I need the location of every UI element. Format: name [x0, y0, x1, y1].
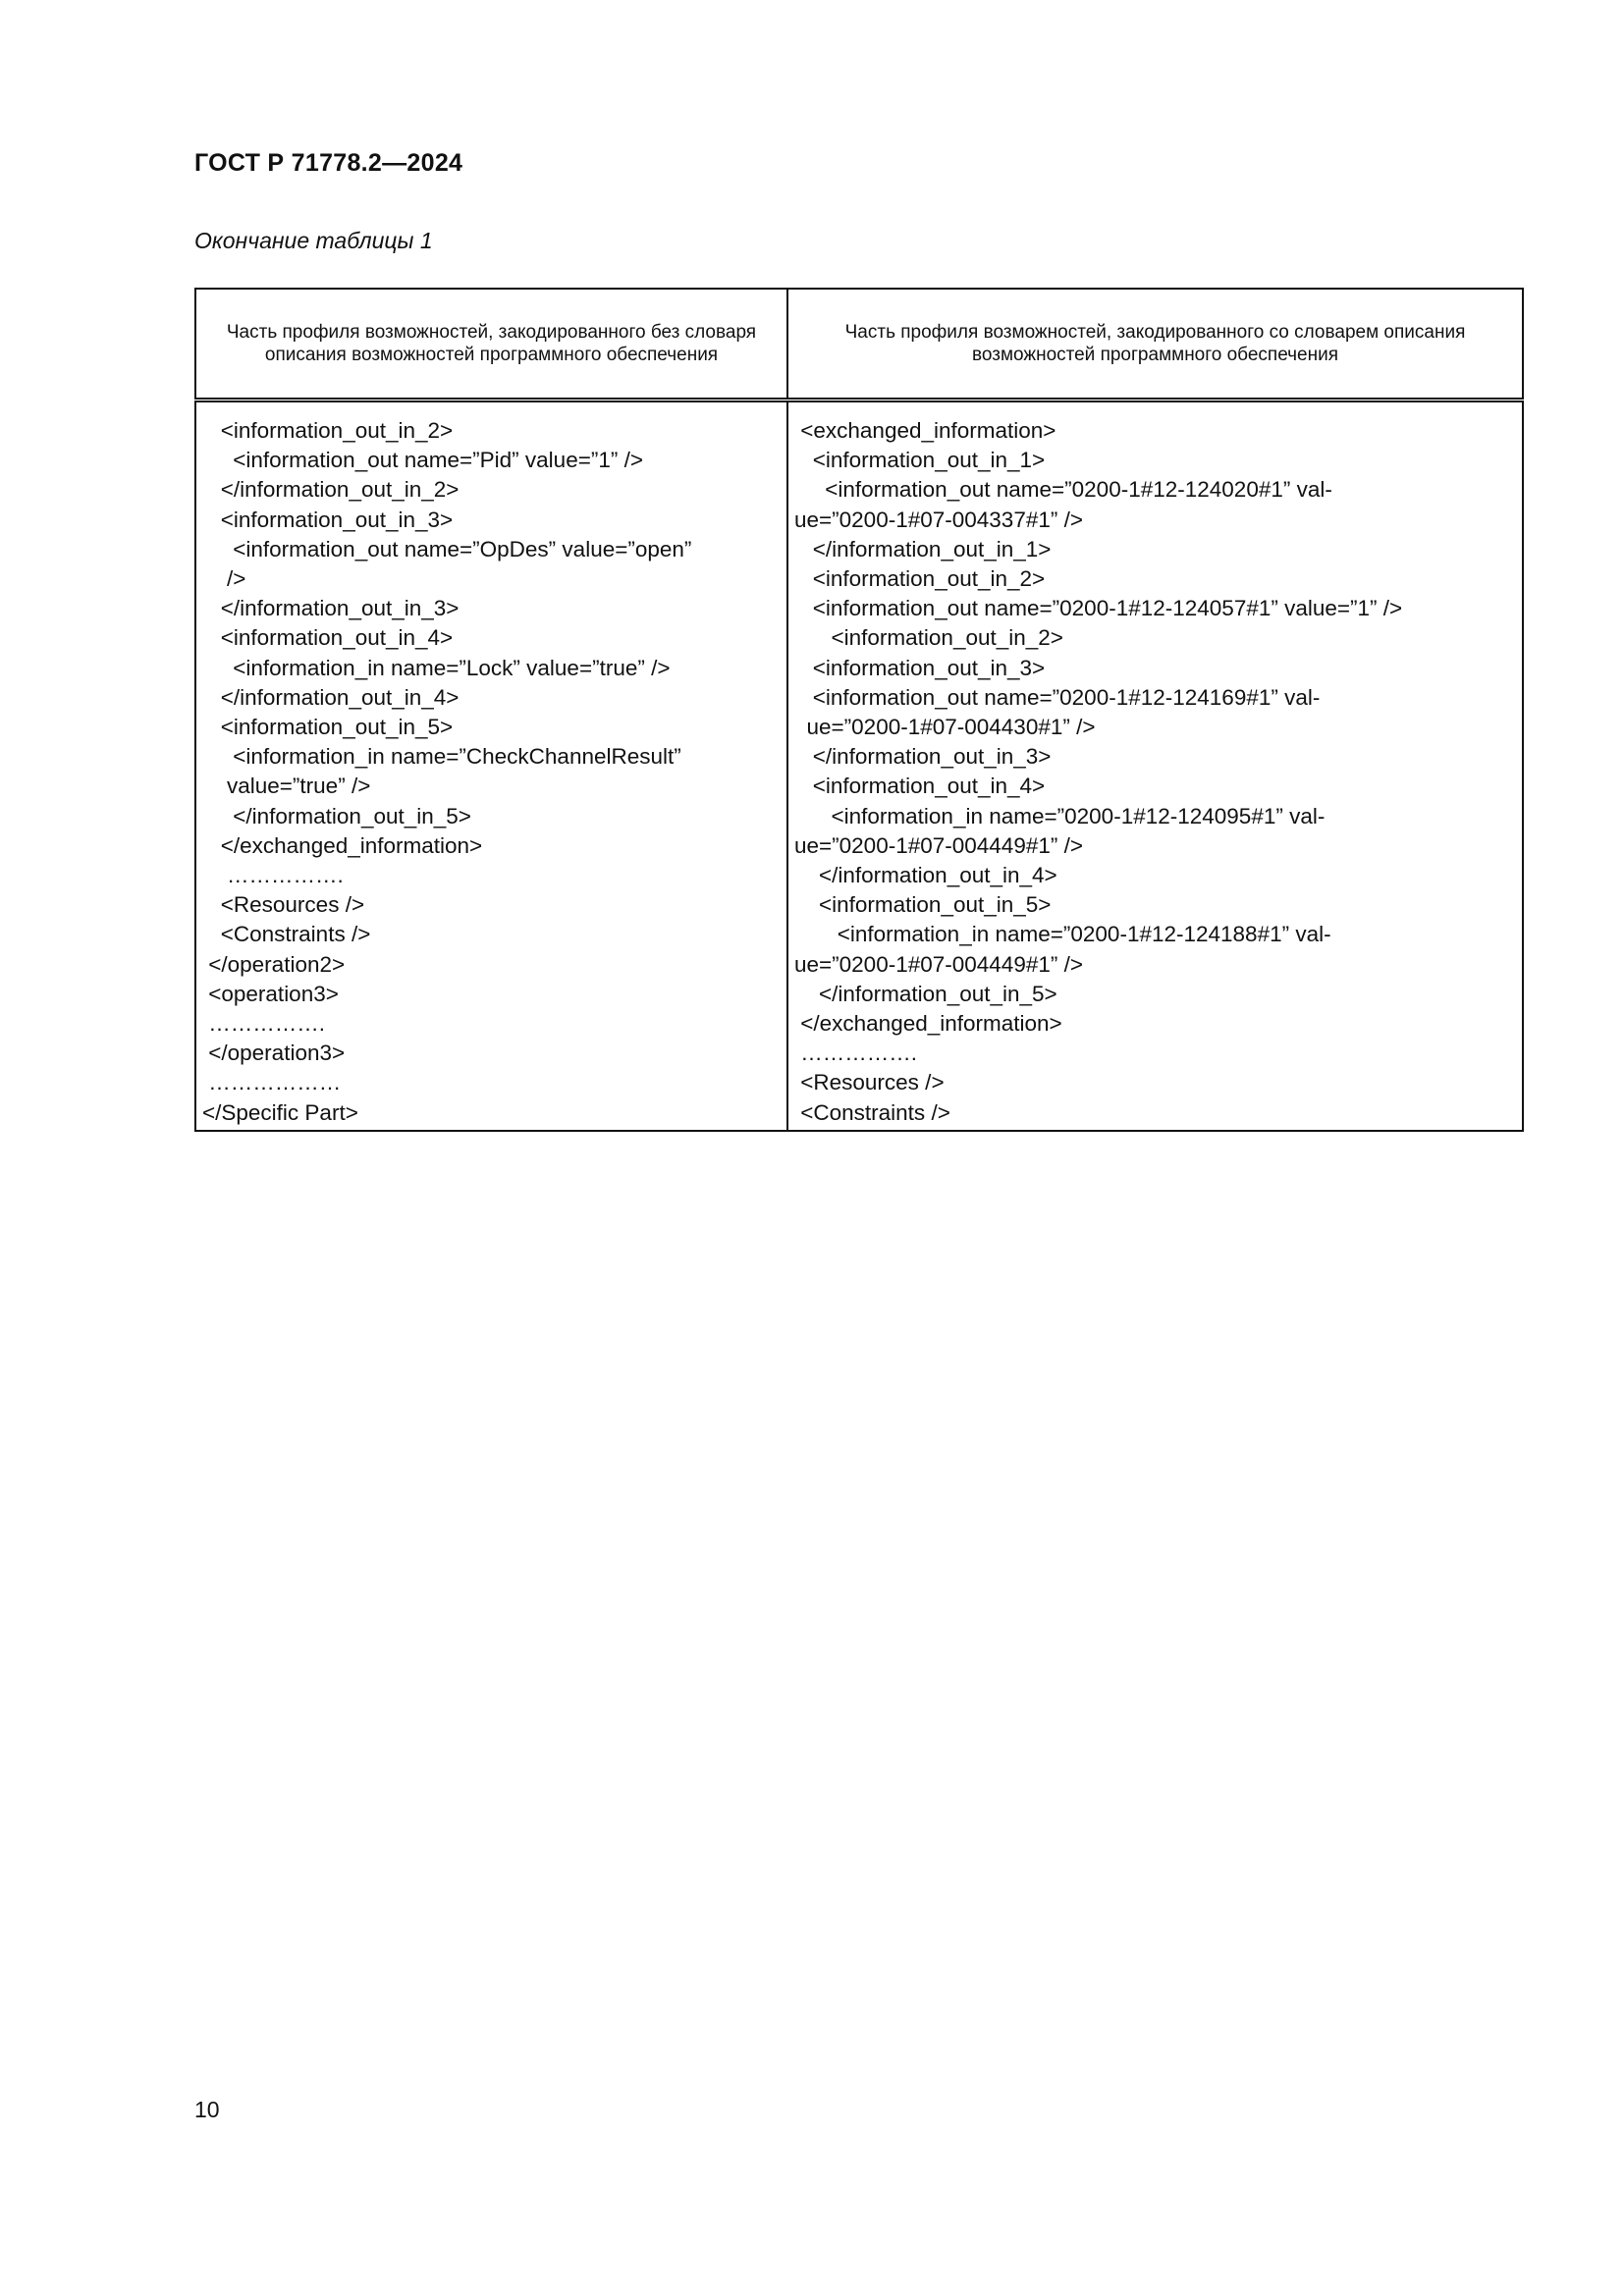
code-line: </operation3>	[202, 1041, 346, 1066]
code-line: …………….	[202, 863, 344, 888]
code-line: <information_out_in_2>	[794, 625, 1063, 651]
code-line: </information_out_in_5>	[202, 803, 471, 828]
code-line: <information_out_in_2>	[794, 566, 1046, 592]
code-line: <information_in name=”0200-1#12-124188#1” val-	[794, 922, 1331, 947]
code-line: …………….	[794, 1041, 918, 1066]
table-body-row	[195, 400, 1523, 1131]
code-line: ue=”0200-1#07-004449#1” />	[794, 951, 1083, 977]
code-line: </operation2>	[202, 951, 346, 977]
code-line: <Resources />	[202, 892, 365, 918]
code-line: ue=”0200-1#07-004430#1” />	[794, 715, 1096, 740]
left-code-cell	[195, 400, 787, 1131]
code-line: <information_in name=”CheckChannelResult”	[202, 744, 681, 770]
code-line: ue=”0200-1#07-004337#1” />	[794, 507, 1083, 532]
code-line: <Constraints />	[794, 1099, 950, 1125]
code-line: <information_out name=”OpDes” value=”open”	[202, 536, 692, 561]
code-line: <operation3>	[202, 981, 339, 1006]
header-with-dictionary: Часть профиля возможностей, закодированного со словарем описания возможностей программного обеспечения	[787, 289, 1523, 400]
code-line: <information_out_in_2>	[202, 418, 454, 443]
code-line: …………….	[202, 1011, 326, 1037]
document-code: ГОСТ Р 71778.2—2024	[194, 149, 463, 177]
code-line: <information_in name=”Lock” value=”true” />	[202, 655, 671, 680]
code-line: <information_out_in_5>	[794, 892, 1052, 918]
code-line: value=”true” />	[202, 774, 371, 799]
code-line: </information_out_in_2>	[202, 477, 460, 503]
code-line: <information_out name=”0200-1#12-124169#1” val-	[794, 684, 1321, 710]
code-line: <information_out_in_3>	[202, 507, 454, 532]
code-line: </Specific Part>	[202, 1099, 358, 1125]
code-line: </information_out_in_3>	[202, 596, 460, 621]
code-line: <Resources />	[794, 1070, 945, 1095]
comparison-table	[194, 288, 1524, 1132]
code-line: ue=”0200-1#07-004449#1” />	[794, 832, 1083, 858]
header-without-dictionary: Часть профиля возможностей, закодированного без словаря описания возможностей программного обеспечения	[195, 289, 787, 400]
table-caption: Окончание таблицы 1	[194, 228, 433, 253]
code-line: <information_in name=”0200-1#12-124095#1” val-	[794, 803, 1326, 828]
code-line: <information_out_in_4>	[794, 774, 1046, 799]
code-line: </exchanged_information>	[202, 832, 483, 858]
code-line: <information_out_in_1>	[794, 448, 1046, 473]
code-line: <Constraints />	[202, 922, 371, 947]
code-line: ………………	[202, 1070, 342, 1095]
code-line: <information_out name=”0200-1#12-124020#1” val-	[794, 477, 1332, 503]
code-line: </exchanged_information>	[794, 1011, 1062, 1037]
code-line: <exchanged_information>	[794, 418, 1056, 443]
code-line: <information_out_in_3>	[794, 655, 1046, 680]
code-line: </information_out_in_4>	[202, 684, 460, 710]
page-number: 10	[194, 2097, 220, 2122]
right-code-cell	[787, 400, 1523, 1131]
code-line: <information_out name=”0200-1#12-124057#1” value=”1” />	[794, 596, 1403, 621]
table-header-row	[195, 289, 1523, 400]
code-line: </information_out_in_3>	[794, 744, 1052, 770]
code-line: <information_out_in_4>	[202, 625, 454, 651]
code-line: <information_out_in_5>	[202, 715, 454, 740]
code-line: <information_out name=”Pid” value=”1” />	[202, 448, 643, 473]
code-line: </information_out_in_1>	[794, 536, 1052, 561]
code-line: </information_out_in_4>	[794, 863, 1057, 888]
code-line: />	[202, 566, 246, 592]
code-line: </information_out_in_5>	[794, 981, 1057, 1006]
